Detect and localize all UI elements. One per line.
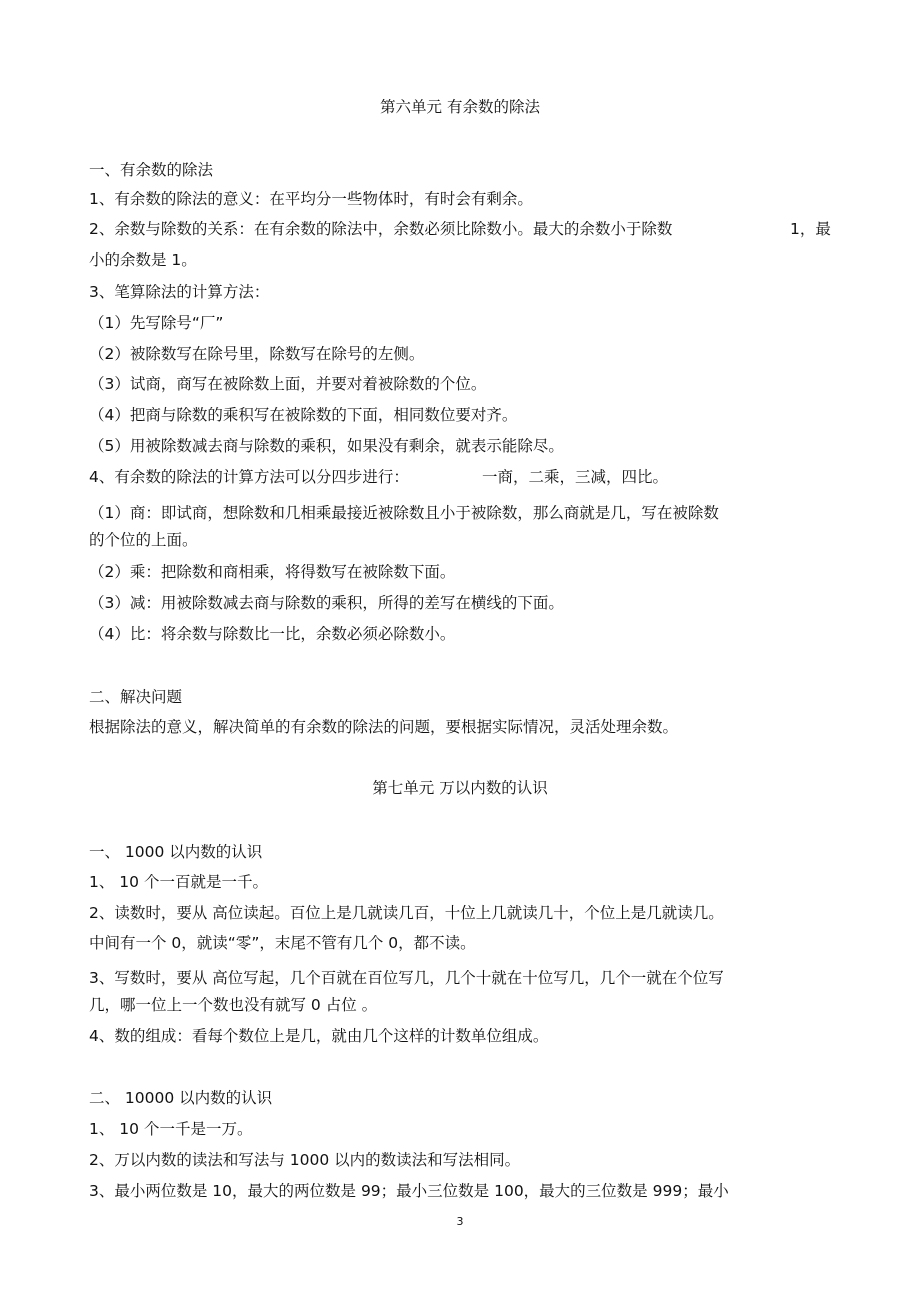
- unit6-section2-text: 根据除法的意义，解决简单的有余数的除法的问题，要根据实际情况，灵活处理余数。: [89, 718, 679, 736]
- unit6-point2-line2: 小的余数是 1。: [89, 251, 197, 269]
- unit6-p4-step1-line1: （1）商：即试商，想除数和几相乘最接近被除数且小于被除数，那么商就是几，写在被除数: [89, 504, 719, 522]
- unit7-point3-line1: 3、写数时，要从 高位写起，几个百就在百位写几，几个十就在十位写几，几个一就在个位写: [89, 969, 724, 987]
- unit6-point2-line1: 2、余数与除数的关系：在有余数的除法中，余数必须比除数小。最大的余数小于除数: [89, 220, 673, 238]
- unit7-title: 第七单元 万以内数的认识: [372, 779, 548, 797]
- unit7-point1: 1、 10 个一百就是一千。: [89, 873, 268, 891]
- unit6-step1: （1）先写除号“厂”: [89, 314, 224, 332]
- unit6-point1: 1、有余数的除法的意义：在平均分一些物体时，有时会有剩余。: [89, 190, 533, 208]
- unit7-point2-line1: 2、读数时，要从 高位读起。百位上是几就读几百，十位上几就读几十，个位上是几就读几。: [89, 904, 724, 922]
- unit6-step2: （2）被除数写在除号里，除数写在除号的左侧。: [89, 345, 425, 363]
- unit7-section2-point3: 3、最小两位数是 10，最大的两位数是 99；最小三位数是 100，最大的三位数是 999；最小: [89, 1182, 729, 1200]
- unit7-section2-point2: 2、万以内数的读法和写法与 1000 以内的数读法和写法相同。: [89, 1151, 521, 1169]
- unit7-section2-point1: 1、 10 个一千是一万。: [89, 1120, 253, 1138]
- unit7-section2-heading: 二、 10000 以内数的认识: [89, 1089, 273, 1107]
- unit6-point3: 3、笔算除法的计算方法：: [89, 283, 270, 301]
- unit6-title: 第六单元 有余数的除法: [380, 98, 540, 116]
- unit7-point4: 4、数的组成：看每个数位上是几，就由几个这样的计数单位组成。: [89, 1027, 549, 1045]
- unit6-point2-tail: 1，最: [790, 220, 831, 238]
- unit6-p4-step4: （4）比：将余数与除数比一比，余数必须必除数小。: [89, 625, 456, 643]
- unit6-point4-lead: 4、有余数的除法的计算方法可以分四步进行：: [89, 468, 409, 486]
- unit6-point4-tail: 一商，二乘，三减，四比。: [482, 468, 669, 486]
- unit6-section2-heading: 二、解决问题: [89, 688, 183, 706]
- unit6-p4-step1-line2: 的个位的上面。: [89, 531, 198, 549]
- unit6-step5: （5）用被除数减去商与除数的乘积，如果没有剩余，就表示能除尽。: [89, 437, 564, 455]
- unit6-step4: （4）把商与除数的乘积写在被除数的下面，相同数位要对齐。: [89, 406, 518, 424]
- unit6-section1-heading: 一、有余数的除法: [89, 161, 214, 179]
- unit6-p4-step3: （3）减：用被除数减去商与除数的乘积，所得的差写在横线的下面。: [89, 594, 564, 612]
- unit7-point2-line2: 中间有一个 0，就读“零”，末尾不管有几个 0，都不读。: [89, 934, 476, 952]
- page-number: 3: [456, 1215, 464, 1228]
- unit6-p4-step2: （2）乘：把除数和商相乘，将得数写在被除数下面。: [89, 563, 456, 581]
- unit7-point3-line2: 几，哪一位上一个数也没有就写 0 占位 。: [89, 996, 378, 1014]
- unit6-step3: （3）试商，商写在被除数上面，并要对着被除数的个位。: [89, 375, 487, 393]
- unit7-section1-heading: 一、 1000 以内数的认识: [89, 843, 263, 861]
